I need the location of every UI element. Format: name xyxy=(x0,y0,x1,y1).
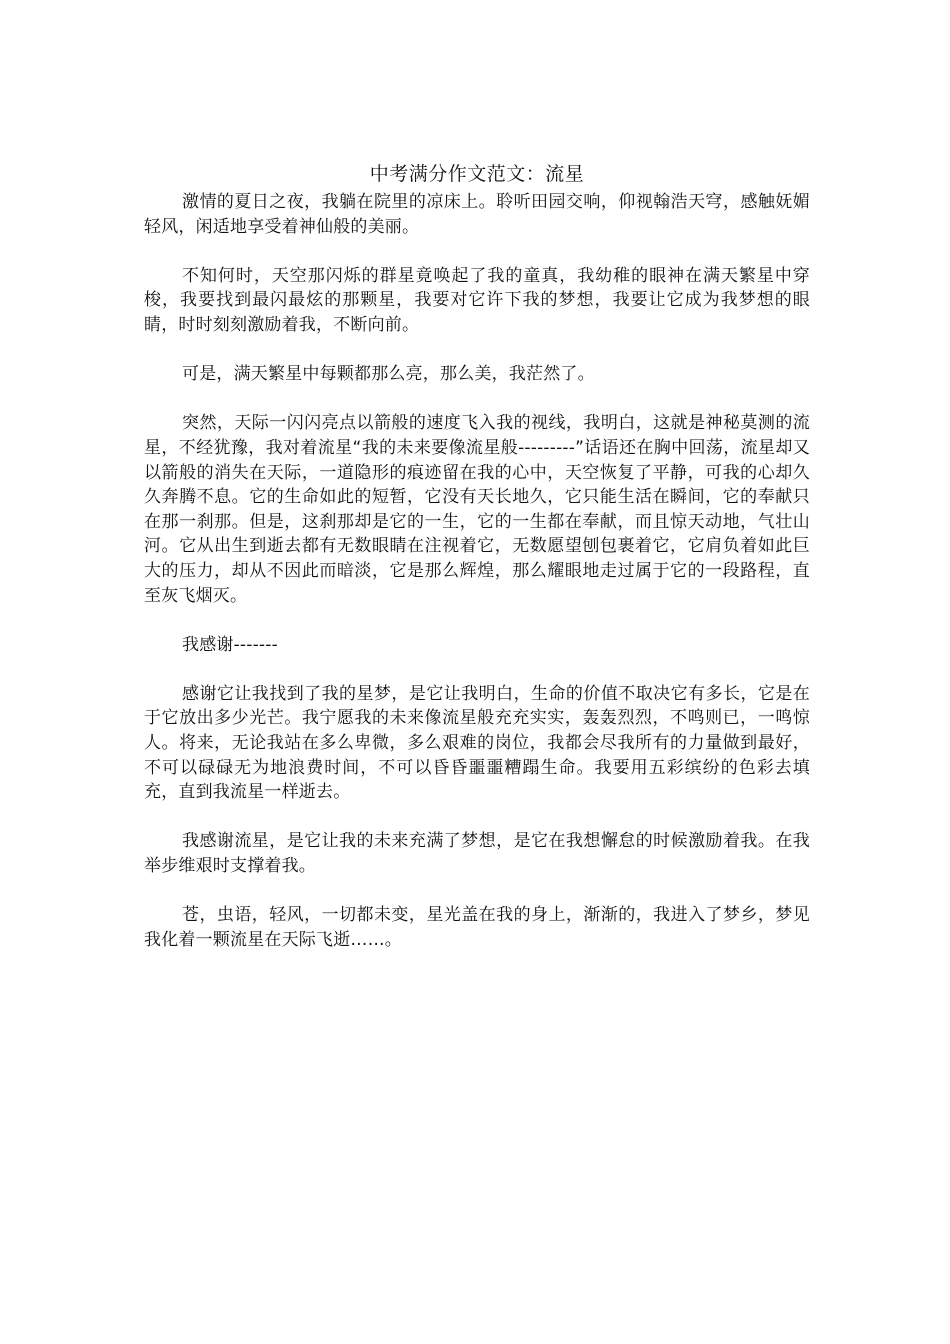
document-page xyxy=(144,160,810,977)
document-title: 中考满分作文范文：流星 xyxy=(369,163,585,185)
paragraph-5: 我感谢------- xyxy=(182,634,278,655)
paragraph-4: 突然，天际一闪闪亮点以箭般的速度飞入我的视线，我明白，这就是神秘莫测的流星，不经犹豫，我对着流星“我的未来要像流星般---------”话语还在胸中回荡，流星却又以箭般的消失在天际，一道隐形的痕迹留在我的心中，天空恢复了平静，可我的心却久久奔腾不息。它的生命如此的短暂，它没有天长地久，它只能生活在瞬间，它的奉献只在那一刹那。但是，这刹那却是它的一生，它的一生都在奉献，而且惊天动地，气壮山河。它从出生到逝去都有无数眼睛在注视着它，无数愿望刨包裹着它，它肩负着如此巨大的压力，却从不因此而暗淡，它是那么辉煌，那么耀眼地走过属于它的一段路程，直至灰飞烟灭。 xyxy=(144,413,810,606)
paragraph-7: 我感谢流星，是它让我的未来充满了梦想，是它在我想懈怠的时候激励着我。在我举步维艰时支撑着我。 xyxy=(144,831,810,877)
paragraph-8: 苍，虫语，轻风，一切都未变，星光盖在我的身上，渐渐的，我进入了梦乡，梦见我化着一颗流星在天际飞逝……。 xyxy=(144,905,810,950)
paragraph-3: 可是，满天繁星中每颗都那么亮，那么美，我茫然了。 xyxy=(182,364,595,385)
paragraph-1: 激情的夏日之夜，我躺在院里的凉床上。聆听田园交响，仰视翰浩天穹，感触妩媚轻风，闲适地享受着神仙般的美丽。 xyxy=(144,192,810,237)
paragraph-2: 不知何时，天空那闪烁的群星竟唤起了我的童真，我幼稚的眼神在满天繁星中穿梭，我要找到最闪最炫的那颗星，我要对它许下我的梦想，我要让它成为我梦想的眼睛，时时刻刻激励着我，不断向前。 xyxy=(144,265,810,335)
paragraph-6: 感谢它让我找到了我的星梦，是它让我明白，生命的价值不取决它有多长，它是在于它放出多少光芒。我宁愿我的未来像流星般充充实实，轰轰烈烈，不鸣则已，一鸣惊人。将来，无论我站在多么卑微，多么艰难的岗位，我都会尽我所有的力量做到最好，不可以碌碌无为地浪费时间，不可以昏昏噩噩糟蹋生命。我要用五彩缤纷的色彩去填充，直到我流星一样逝去。 xyxy=(144,683,810,803)
